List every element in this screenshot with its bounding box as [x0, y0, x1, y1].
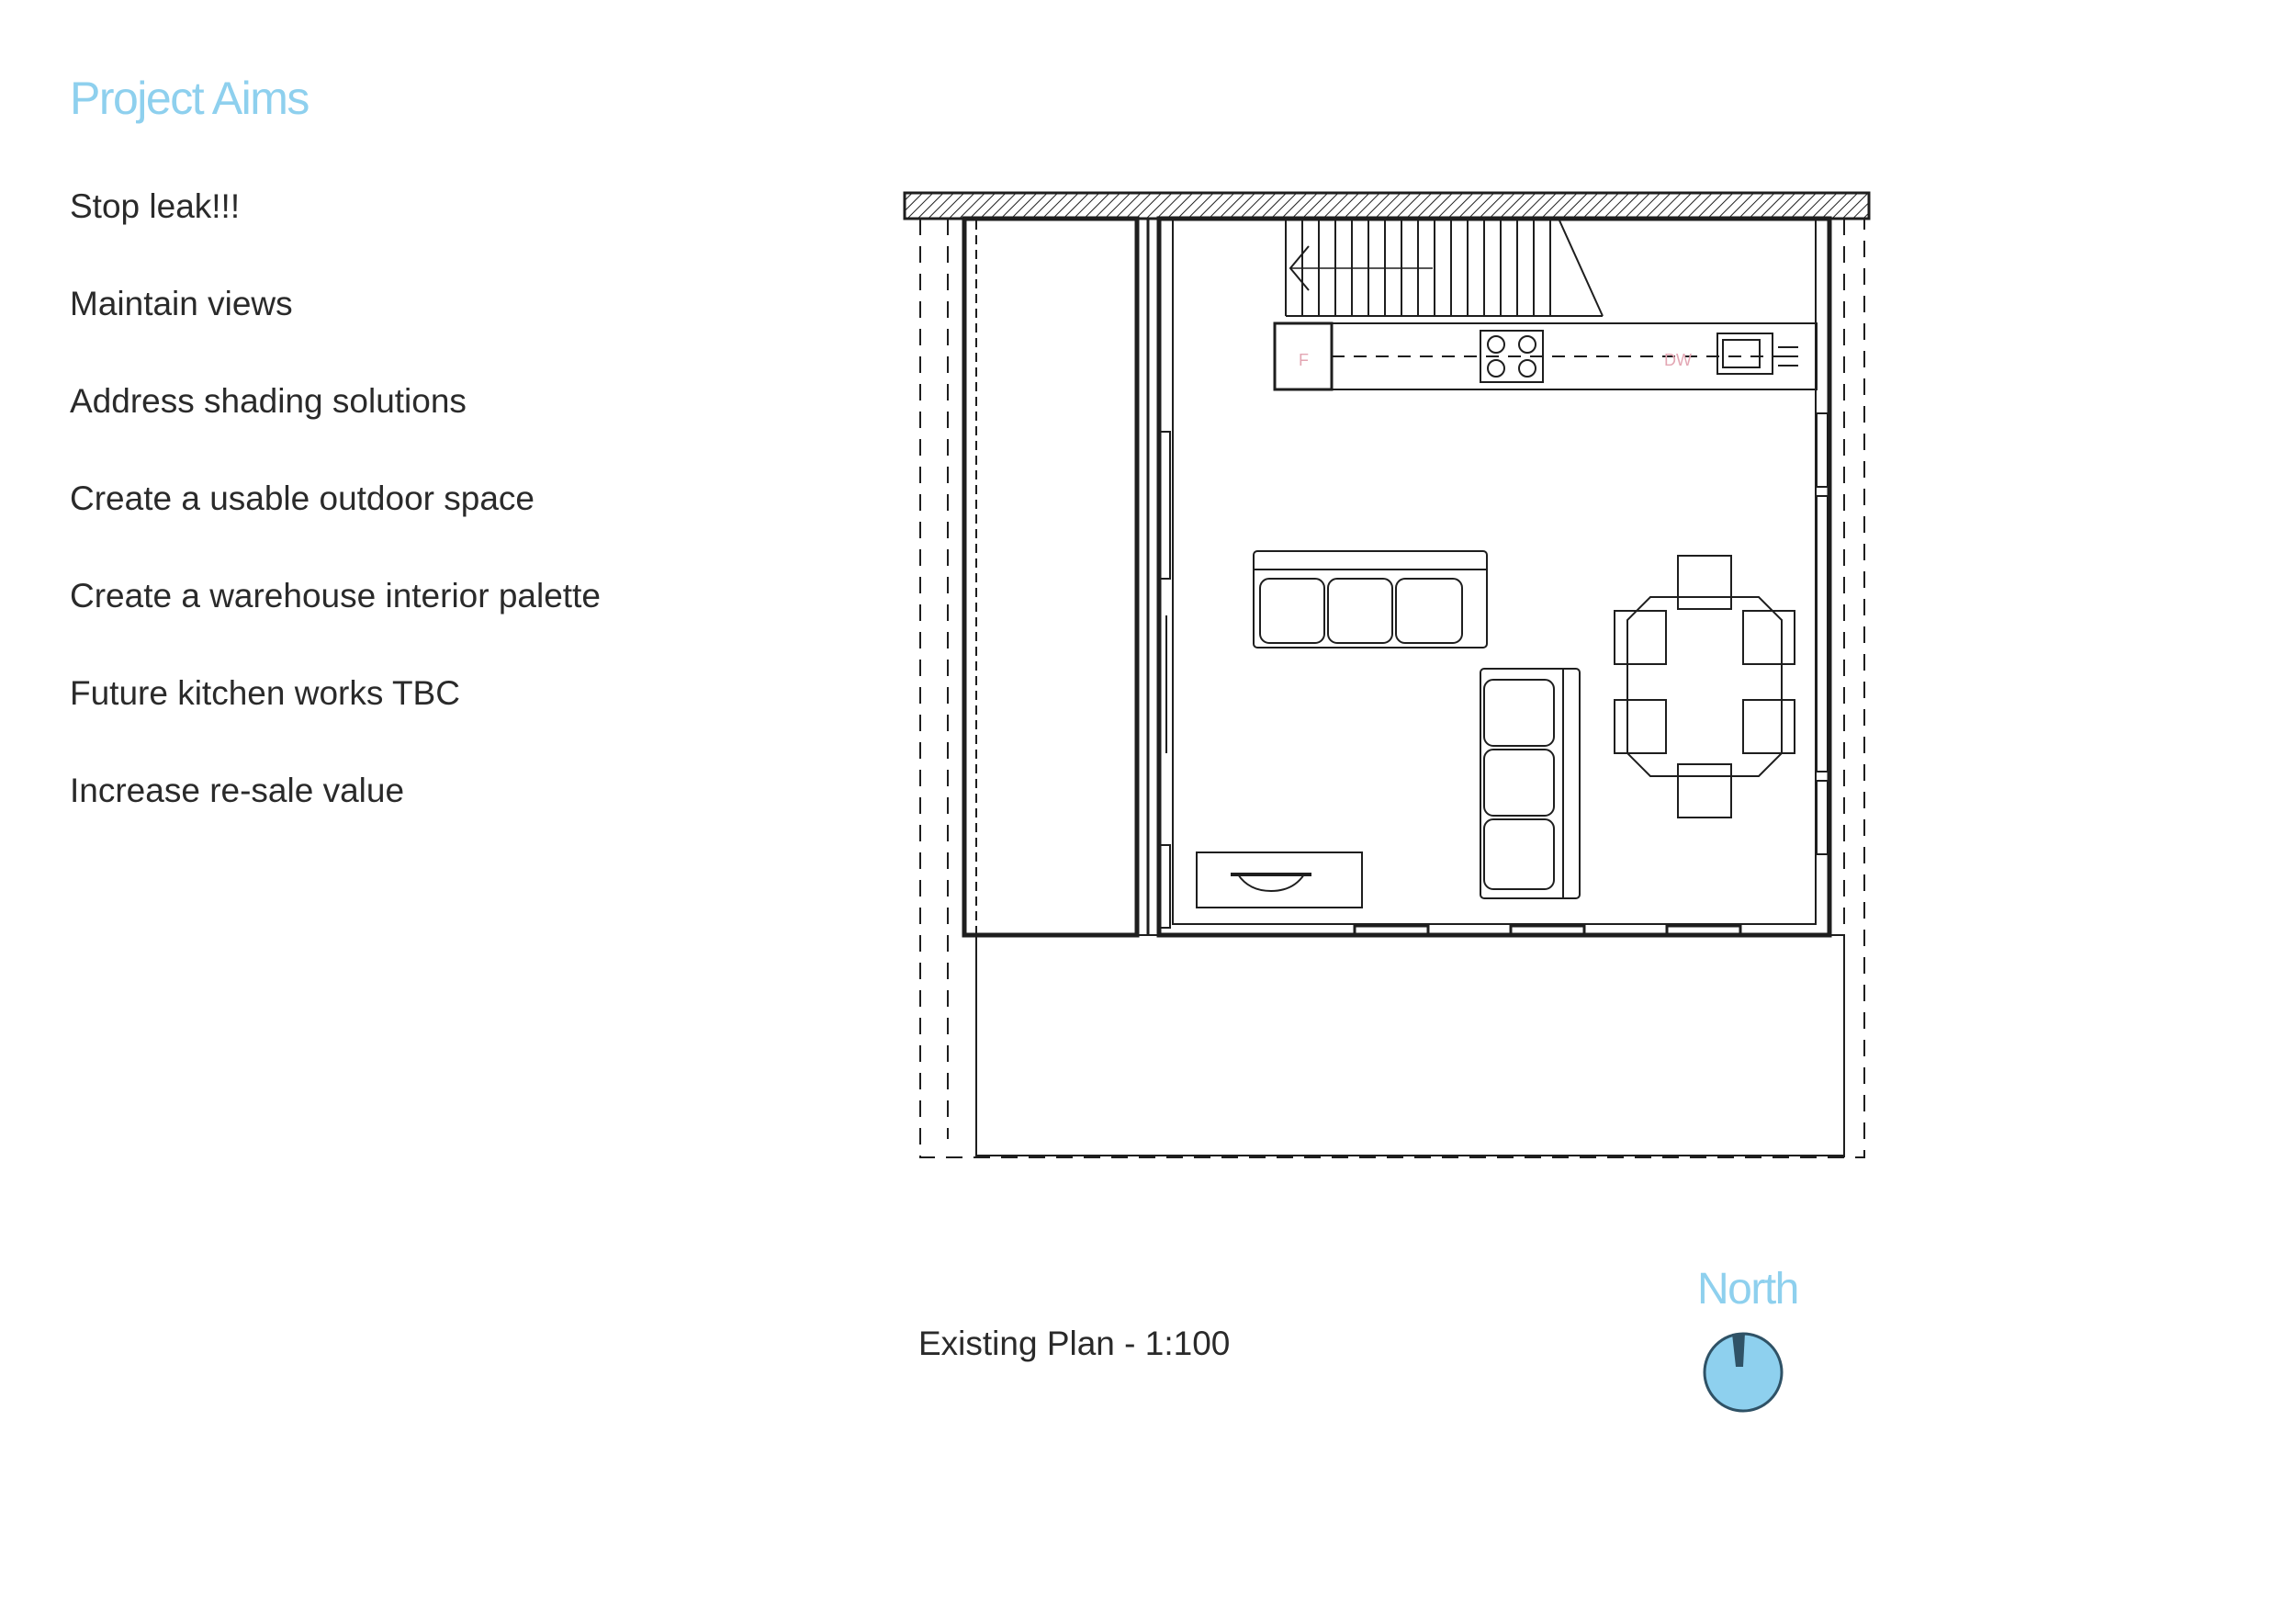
roof-wall: [905, 193, 1869, 219]
floor-plan-drawing: [900, 184, 1892, 1194]
north-compass-icon: [1701, 1330, 1785, 1415]
aim-item: Create a warehouse interior palette: [70, 577, 601, 615]
plan-caption: Existing Plan - 1:100: [918, 1325, 1231, 1362]
side-strip: [964, 219, 1137, 935]
project-aims-list: [70, 184, 601, 865]
staircase: [1286, 220, 1603, 316]
main-room-walls: [1159, 219, 1829, 935]
aim-item: Create a usable outdoor space: [70, 479, 535, 517]
aim-item: Increase re-sale value: [70, 772, 405, 809]
page-title: Project Aims: [70, 73, 309, 124]
aim-item: Stop leak!!!: [70, 187, 241, 225]
kitchen-bench: [1275, 323, 1817, 389]
north-label: North: [1697, 1265, 1798, 1314]
tv-unit: [1197, 852, 1362, 908]
aim-item: Address shading solutions: [70, 382, 467, 420]
sofa-vertical: [1480, 669, 1580, 898]
outdoor-deck: [976, 935, 1844, 1156]
aim-item: Future kitchen works TBC: [70, 674, 460, 712]
sofa-three-seater: [1254, 551, 1487, 648]
dining-table: [1615, 556, 1795, 818]
dishwasher-label: DW: [1664, 351, 1692, 369]
floor-plan: [900, 184, 1892, 1194]
fridge-label: F: [1299, 351, 1309, 369]
aim-item: Maintain views: [70, 285, 293, 322]
